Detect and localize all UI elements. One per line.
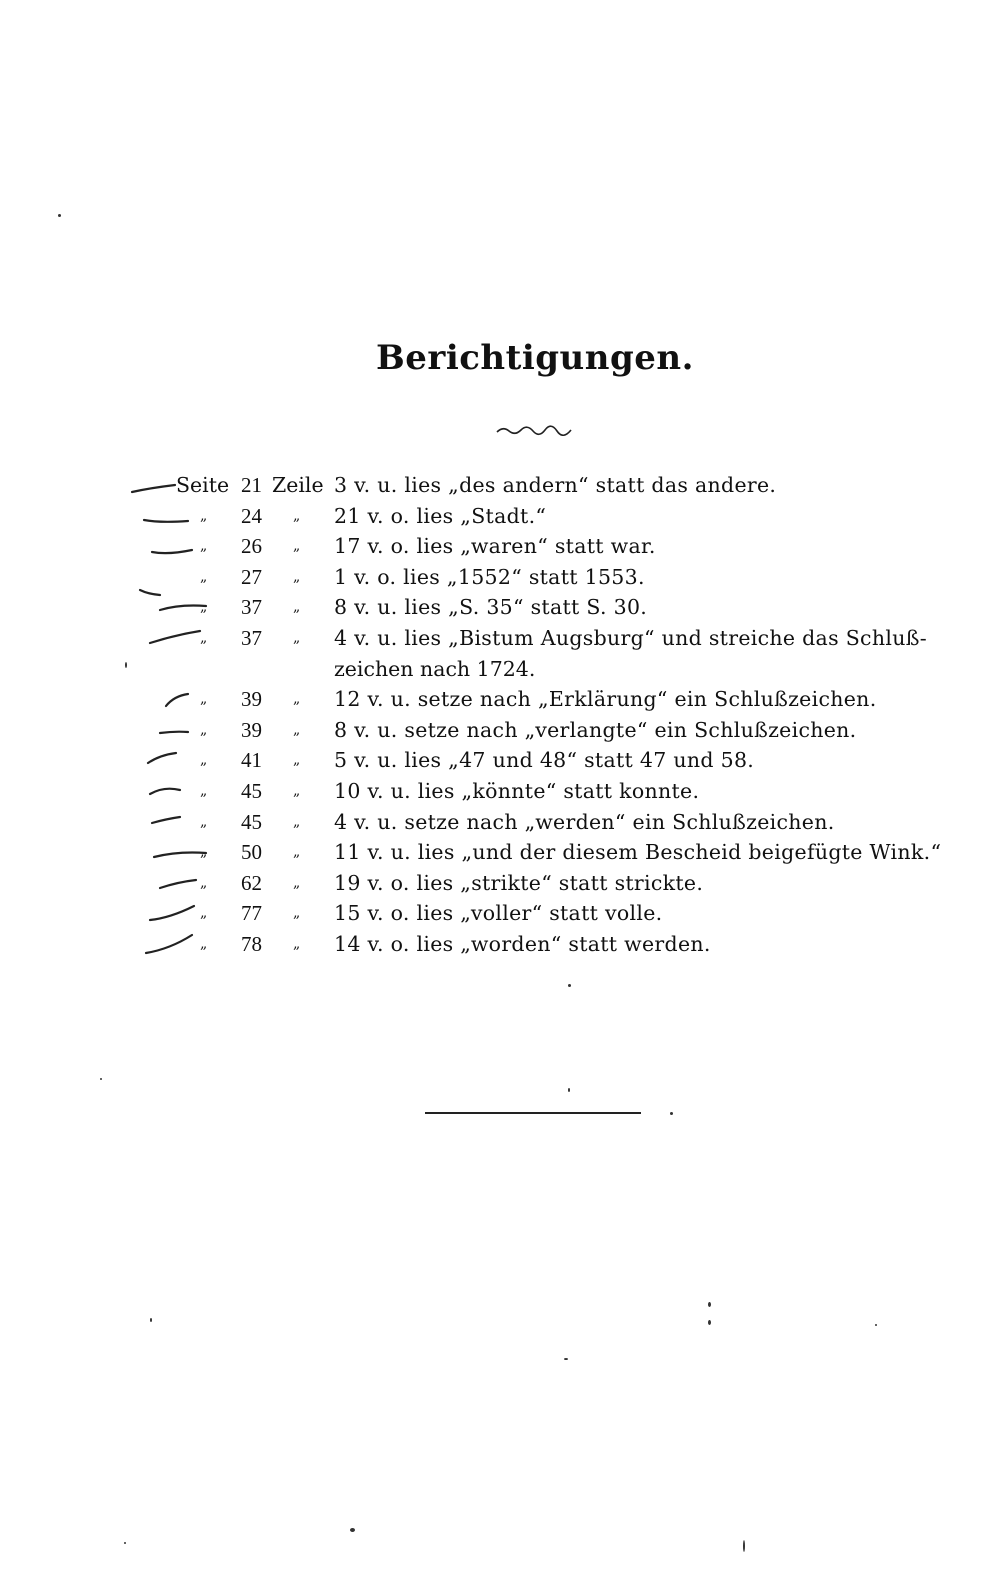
- ditto-mark: „: [200, 935, 208, 952]
- correction-text: 4 v. u. lies „Bistum Augsburg“ und streiche das Schluß-: [334, 625, 927, 650]
- page-number: 24: [241, 503, 262, 528]
- ditto-mark: „: [293, 752, 301, 769]
- ditto-mark: „: [200, 752, 208, 769]
- ditto-mark: „: [200, 538, 208, 555]
- errata-row: [0, 531, 1000, 562]
- correction-text: 15 v. o. lies „voller“ statt volle.: [334, 901, 663, 926]
- page-number: 45: [241, 809, 262, 834]
- ditto-mark: „: [200, 782, 208, 799]
- seite-label: Seite: [176, 473, 230, 497]
- correction-text: 1 v. o. lies „1552“ statt 1553.: [334, 564, 645, 589]
- ditto-mark: „: [200, 874, 208, 891]
- scan-speck: [150, 1318, 152, 1322]
- errata-row: [0, 684, 1000, 715]
- correction-text-continuation: zeichen nach 1724.: [334, 656, 536, 681]
- errata-row: [0, 929, 1000, 960]
- correction-text: 3 v. u. lies „des andern“ statt das andere.: [334, 473, 777, 497]
- ditto-mark: „: [293, 721, 301, 738]
- ditto-mark: „: [293, 507, 301, 524]
- scan-speck: [100, 1078, 102, 1080]
- scan-speck: [58, 214, 61, 217]
- page-number: 50: [241, 840, 262, 865]
- errata-row: [0, 501, 1000, 532]
- errata-row: [0, 715, 1000, 746]
- ditto-mark: „: [200, 507, 208, 524]
- page-number: 77: [241, 901, 262, 926]
- page-number: 27: [241, 564, 262, 589]
- correction-text: 21 v. o. lies „Stadt.“: [334, 503, 547, 528]
- page-number: 62: [241, 870, 262, 895]
- ditto-mark: „: [200, 844, 208, 861]
- ditto-mark: „: [293, 629, 301, 646]
- errata-row: [0, 776, 1000, 807]
- errata-row: [0, 592, 1000, 623]
- scan-speck: [124, 1542, 126, 1544]
- ditto-mark: „: [200, 721, 208, 738]
- correction-text: 19 v. o. lies „strikte“ statt strickte.: [334, 870, 704, 895]
- ditto-mark: „: [293, 599, 301, 616]
- ditto-mark: „: [293, 813, 301, 830]
- correction-text: 5 v. u. lies „47 und 48“ statt 47 und 58.: [334, 748, 755, 773]
- correction-text: 10 v. u. lies „könnte“ statt konnte.: [334, 778, 700, 803]
- errata-list: [0, 470, 1000, 960]
- errata-row: [0, 562, 1000, 593]
- closing-rule: [425, 1112, 641, 1114]
- scan-speck: [708, 1320, 711, 1325]
- correction-text: 4 v. u. setze nach „werden“ ein Schlußzeichen.: [334, 809, 835, 834]
- scan-speck: [568, 1088, 570, 1092]
- title-ornament: [495, 424, 573, 436]
- scan-speck: [350, 1528, 355, 1532]
- page-number: 78: [241, 931, 262, 956]
- ditto-mark: „: [293, 905, 301, 922]
- scan-speck: [568, 984, 571, 987]
- ditto-mark: „: [200, 905, 208, 922]
- ditto-mark: „: [293, 691, 301, 708]
- errata-row: [0, 623, 1000, 654]
- page-number: 41: [241, 748, 262, 773]
- scan-speck: [708, 1302, 711, 1307]
- errata-row: [0, 837, 1000, 868]
- errata-row: [0, 470, 1000, 501]
- scan-speck: [564, 1358, 568, 1360]
- ditto-mark: „: [200, 813, 208, 830]
- scan-speck: [875, 1324, 877, 1326]
- page-number: 37: [241, 625, 262, 650]
- errata-row: [0, 745, 1000, 776]
- errata-row: [0, 898, 1000, 929]
- correction-text: 8 v. u. lies „S. 35“ statt S. 30.: [334, 595, 648, 620]
- correction-text: 17 v. o. lies „waren“ statt war.: [334, 534, 656, 559]
- scan-speck: [743, 1540, 745, 1552]
- correction-text: 8 v. u. setze nach „verlangte“ ein Schlußzeichen.: [334, 717, 857, 742]
- scan-speck: [125, 662, 127, 668]
- page-number: 39: [241, 717, 262, 742]
- page-number: 45: [241, 778, 262, 803]
- ditto-mark: „: [293, 538, 301, 555]
- correction-text: 14 v. o. lies „worden“ statt werden.: [334, 931, 711, 956]
- correction-text: 11 v. u. lies „und der diesem Bescheid beigefügte Wink.“: [334, 840, 942, 865]
- scan-speck: [670, 1112, 673, 1115]
- ditto-mark: „: [293, 568, 301, 585]
- errata-row: [0, 868, 1000, 899]
- page-number: 26: [241, 534, 262, 559]
- ditto-mark: „: [293, 874, 301, 891]
- ditto-mark: „: [200, 568, 208, 585]
- zeile-label: Zeile: [272, 473, 324, 497]
- errata-row-continuation: [0, 654, 1000, 685]
- ditto-mark: „: [293, 782, 301, 799]
- page-number: 39: [241, 687, 262, 712]
- ditto-mark: „: [293, 935, 301, 952]
- ditto-mark: „: [293, 844, 301, 861]
- ditto-mark: „: [200, 599, 208, 616]
- page-number: 21: [241, 473, 262, 497]
- correction-text: 12 v. u. setze nach „Erklärung“ ein Schlußzeichen.: [334, 687, 877, 712]
- page-number: 37: [241, 595, 262, 620]
- page-title: Berichtigungen.: [376, 338, 694, 378]
- ditto-mark: „: [200, 691, 208, 708]
- errata-row: [0, 807, 1000, 838]
- ditto-mark: „: [200, 629, 208, 646]
